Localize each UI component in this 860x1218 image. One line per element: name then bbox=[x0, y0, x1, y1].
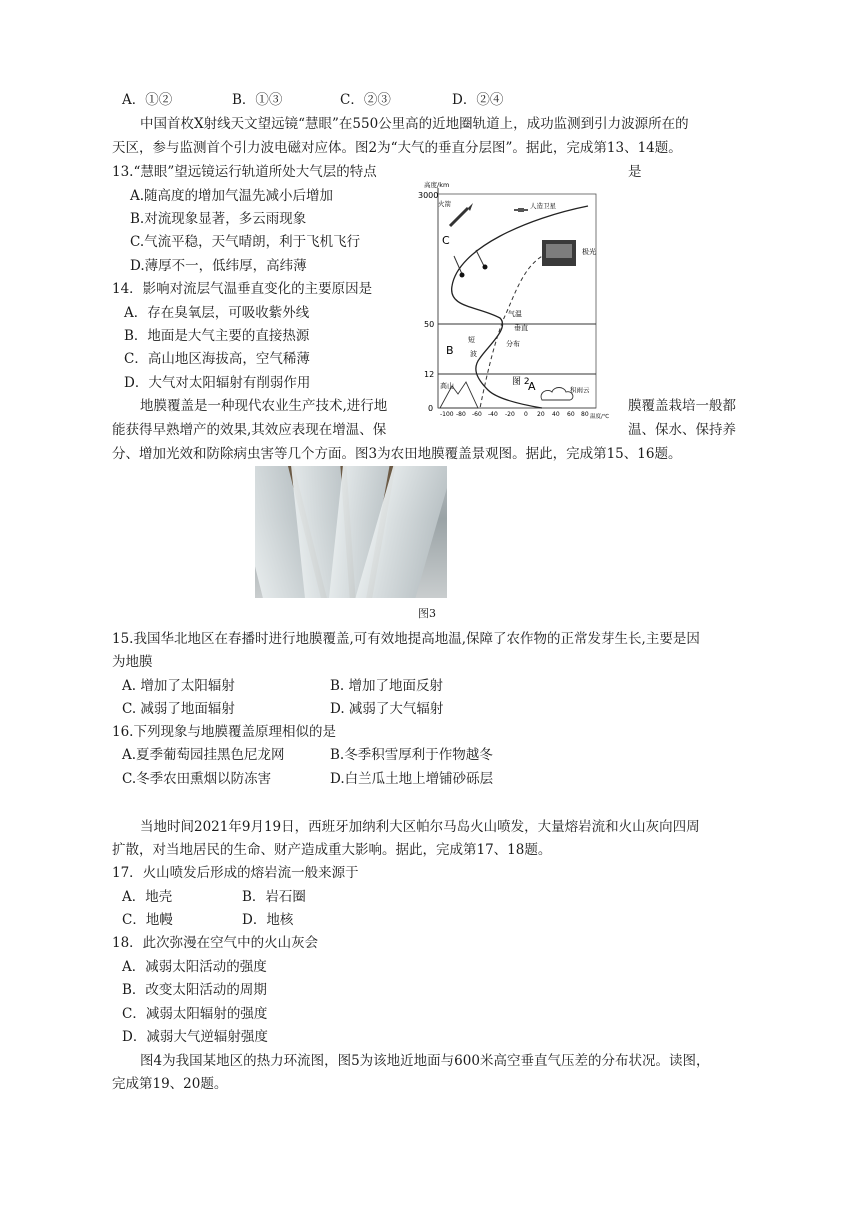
rocket-icon bbox=[450, 203, 473, 226]
plastic-mulch-field-photo bbox=[255, 466, 447, 598]
cloud-label: 积雨云 bbox=[570, 386, 590, 394]
x-tick: 60 bbox=[567, 411, 575, 418]
q18-option-b: B．改变太阳活动的周期 bbox=[122, 982, 267, 998]
y-axis-unit: 高度/km bbox=[424, 181, 450, 189]
option-a-top: A．①② bbox=[122, 92, 173, 108]
y-tick-50: 50 bbox=[424, 320, 435, 329]
y-tick-3000: 3000 bbox=[418, 191, 439, 200]
option-c-top: C．②③ bbox=[340, 92, 391, 108]
q14-option-a: A．存在臭氧层，可吸收紫外线 bbox=[124, 305, 310, 321]
q16-option-d: D.白兰瓜土地上增铺砂砾层 bbox=[330, 771, 494, 787]
x-tick: 40 bbox=[552, 411, 560, 418]
q15-option-c: C. 减弱了地面辐射 bbox=[122, 701, 235, 717]
figure3-caption: 图3 bbox=[418, 607, 436, 620]
q15-stem-line1: 15.我国华北地区在春播时进行地膜覆盖,可有效地提高地温,保障了农作物的正常发芽生长,主要是因 bbox=[112, 631, 700, 647]
intro2-line2-left: 能获得早熟增产的效果,其效应表现在增温、保 bbox=[112, 422, 387, 438]
q17-option-d: D．地核 bbox=[242, 912, 294, 928]
x-tick: -100 bbox=[440, 411, 454, 418]
q17-option-b: B．岩石圈 bbox=[242, 889, 306, 905]
option-b-top: B．①③ bbox=[232, 92, 283, 108]
layer-c-label: C bbox=[442, 234, 450, 247]
intro3-line2: 扩散，对当地居民的生命、财产造成重大影响。据此，完成第17、18题。 bbox=[112, 842, 552, 858]
q18-option-d: D．减弱大气逆辐射强度 bbox=[122, 1029, 268, 1045]
q15-option-a: A. 增加了太阳辐射 bbox=[122, 678, 235, 694]
q15-option-b: B. 增加了地面反射 bbox=[330, 678, 444, 694]
intro3-line1: 当地时间2021年9月19日，西班牙加纳利大区帕尔马岛火山喷发，大量熔岩流和火山灰向四周 bbox=[140, 819, 700, 835]
q18-option-c: C．减弱太阳辐射的强度 bbox=[122, 1006, 268, 1022]
mountain-label: 高山 bbox=[440, 382, 454, 390]
layer-a-label: A bbox=[528, 380, 536, 393]
vertical-label: 垂直 bbox=[514, 324, 528, 332]
q17-option-c: C．地幔 bbox=[122, 912, 173, 928]
y-tick-12: 12 bbox=[424, 370, 435, 379]
x-tick: -80 bbox=[456, 411, 466, 418]
atmosphere-layers-figure bbox=[418, 178, 618, 420]
satellite-label: 人造卫星 bbox=[530, 202, 556, 210]
intro2-line1-right: 膜覆盖栽培一般都 bbox=[628, 398, 736, 414]
x-tick: 20 bbox=[537, 411, 545, 418]
x-tick: -20 bbox=[505, 411, 515, 418]
q17-stem: 17．火山喷发后形成的熔岩流一般来源于 bbox=[112, 865, 359, 881]
temp-label: 气温 bbox=[508, 310, 522, 318]
satellite-icon bbox=[514, 208, 528, 212]
figure-frame bbox=[438, 194, 596, 408]
intro1-line1: 中国首枚X射线天文望远镜“慧眼”在550公里高的近地圈轨道上，成功监测到引力波源所在的 bbox=[140, 116, 689, 132]
x-tick: -60 bbox=[472, 411, 482, 418]
q14-option-d: D．大气对太阳辐射有削弱作用 bbox=[124, 375, 311, 391]
intro4-line2: 完成第19、20题。 bbox=[112, 1076, 228, 1092]
x-axis-unit: 温度/℃ bbox=[590, 414, 610, 420]
aurora-label: 极光 bbox=[582, 248, 596, 256]
intro2-line2-right: 温、保水、保持养 bbox=[628, 422, 736, 438]
short-label: 短 bbox=[468, 336, 475, 344]
q13-stem-tail: 是 bbox=[628, 164, 642, 180]
q13-option-d: D.薄厚不一，低纬厚，高纬薄 bbox=[130, 258, 307, 274]
intro1-line2: 天区，参与监测首个引力波电磁对应体。图2为“大气的垂直分层图”。据此，完成第13、14题。 bbox=[112, 140, 682, 156]
layer-b-label: B bbox=[446, 344, 454, 357]
q14-stem: 14．影响对流层气温垂直变化的主要原因是 bbox=[112, 281, 373, 297]
option-d-top: D．②④ bbox=[452, 92, 504, 108]
distribution-label: 分布 bbox=[506, 340, 520, 348]
y-tick-0: 0 bbox=[428, 404, 434, 413]
cumulonimbus-cloud-icon bbox=[541, 388, 573, 401]
q13-option-c: C.气流平稳，天气晴朗，利于飞机飞行 bbox=[130, 234, 361, 250]
q15-stem-line2: 为地膜 bbox=[112, 654, 153, 670]
q15-option-d: D. 减弱了大气辐射 bbox=[330, 701, 444, 717]
q16-option-a: A.夏季葡萄园挂黑色尼龙网 bbox=[122, 747, 285, 763]
q13-option-b: B.对流现象显著，多云雨现象 bbox=[130, 211, 307, 227]
q16-stem: 16.下列现象与地膜覆盖原理相似的是 bbox=[112, 724, 336, 740]
intro2-line3: 分、增加光效和防除病虫害等几个方面。图3为农田地膜覆盖景观图。据此，完成第15、16题。 bbox=[112, 446, 682, 462]
aurora-image bbox=[542, 240, 576, 266]
figure2-caption: 图 2 bbox=[512, 377, 530, 387]
q18-stem: 18．此次弥漫在空气中的火山灰会 bbox=[112, 935, 319, 951]
intro2-line1-left: 地膜覆盖是一种现代农业生产技术,进行地 bbox=[140, 398, 388, 414]
meteor-icon bbox=[454, 250, 488, 278]
q18-option-a: A．减弱太阳活动的强度 bbox=[122, 959, 267, 975]
q13-stem: 13.“慧眼”望远镜运行轨道所处大气层的特点 bbox=[112, 164, 377, 180]
wave-label: 波 bbox=[470, 350, 477, 358]
x-tick: -40 bbox=[488, 411, 498, 418]
q16-option-b: B.冬季积雪厚利于作物越冬 bbox=[330, 747, 493, 763]
q14-option-b: B．地面是大气主要的直接热源 bbox=[124, 328, 310, 344]
x-tick: 0 bbox=[524, 411, 528, 418]
q14-option-c: C．高山地区海拔高，空气稀薄 bbox=[124, 351, 310, 367]
q17-option-a: A．地壳 bbox=[122, 889, 173, 905]
rocket-label: 火箭 bbox=[438, 200, 451, 208]
q13-option-a: A.随高度的增加气温先减小后增加 bbox=[130, 188, 334, 204]
x-tick: 80 bbox=[581, 411, 589, 418]
q16-option-c: C.冬季农田熏烟以防冻害 bbox=[122, 771, 272, 787]
intro4-line1: 图4为我国某地区的热力环流图，图5为该地近地面与600米高空垂直气压差的分布状况。读图， bbox=[140, 1053, 710, 1069]
